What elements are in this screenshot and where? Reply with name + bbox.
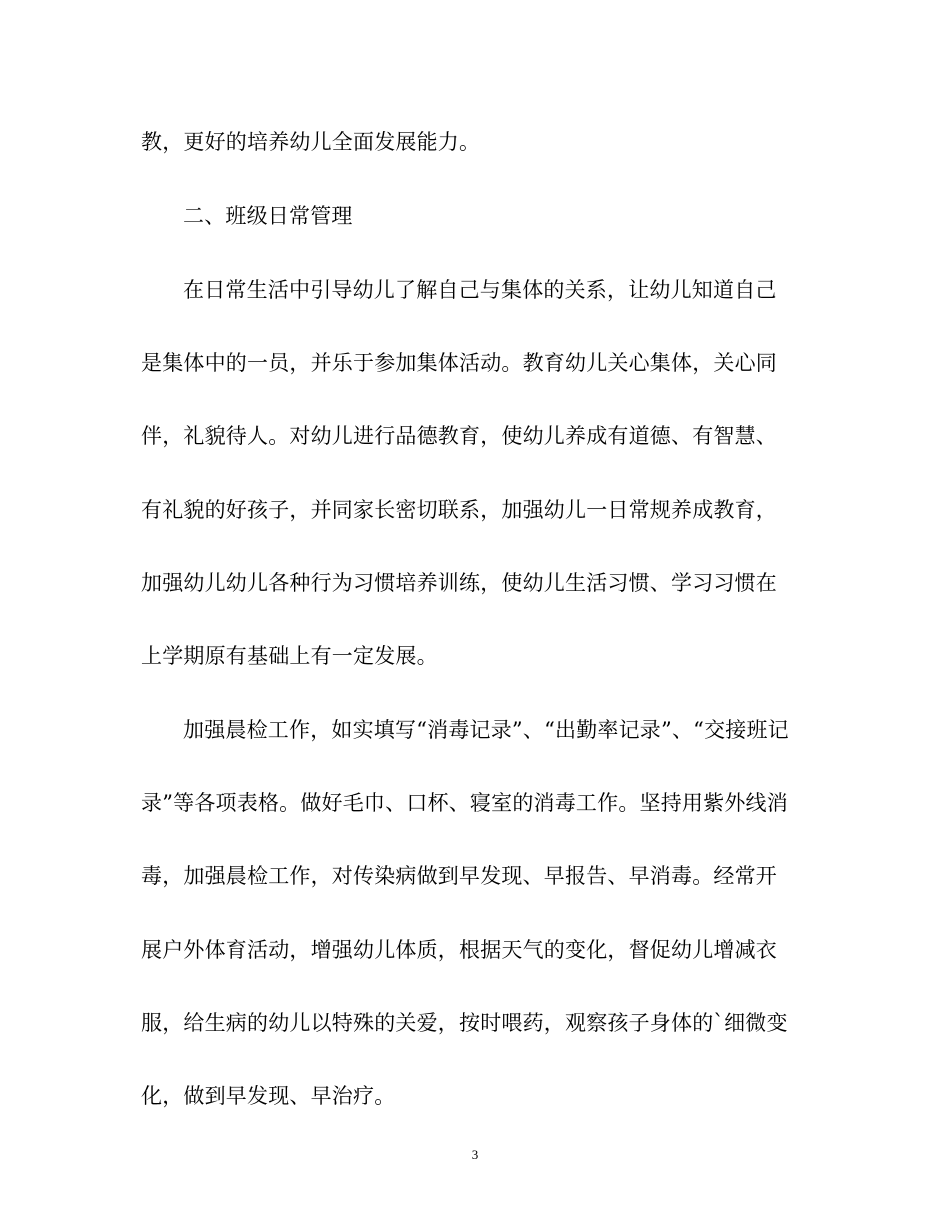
text-line: 加强晨检工作，如实填写“消毒记录”、“出勤率记录”、“交接班记 <box>183 718 789 742</box>
text-line: 是集体中的一员，并乐于参加集体活动。教育幼儿关心集体，关心同 <box>141 351 777 375</box>
text-line: 教，更好的培养幼儿全面发展能力。 <box>141 130 481 154</box>
text-line: 毒，加强晨检工作，对传染病做到早发现、早报告、早消毒。经常开 <box>141 864 777 888</box>
text-line: 在日常生活中引导幼儿了解自己与集体的关系，让幼儿知道自己 <box>183 278 777 302</box>
text-line: 有礼貌的好孩子，并同家长密切联系，加强幼儿一日常规养成教育， <box>141 498 777 522</box>
text-line: 服，给生病的幼儿以特殊的关爱，按时喂药，观察孩子身体的`细微变 <box>141 1011 788 1035</box>
text-line: 加强幼儿幼儿各种行为习惯培养训练，使幼儿生活习惯、学习习惯在 <box>141 571 777 595</box>
page-number: 3 <box>471 1147 479 1162</box>
text-line: 录”等各项表格。做好毛巾、口杯、寝室的消毒工作。坚持用紫外线消 <box>141 791 788 815</box>
text-line: 上学期原有基础上有一定发展。 <box>141 644 438 668</box>
section-heading: 二、班级日常管理 <box>183 204 353 228</box>
text-line: 化，做到早发现、早治疗。 <box>141 1084 396 1108</box>
text-line: 伴，礼貌待人。对幼儿进行品德教育，使幼儿养成有道德、有智慧、 <box>141 424 777 448</box>
text-line: 展户外体育活动，增强幼儿体质，根据天气的变化，督促幼儿增减衣 <box>141 938 777 962</box>
